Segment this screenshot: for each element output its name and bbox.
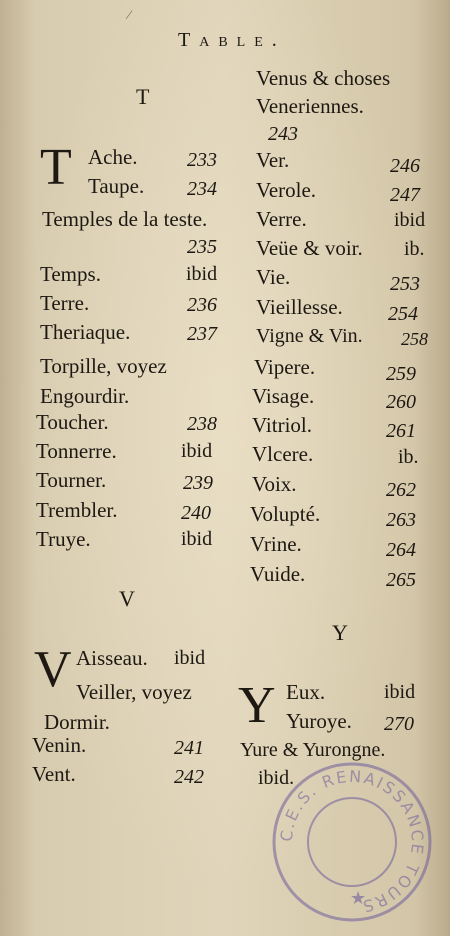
index-term: Tonnerre. xyxy=(36,439,117,463)
index-term: Vent. xyxy=(32,762,76,786)
index-page: 246 xyxy=(390,155,420,177)
index-term: Visage. xyxy=(252,384,315,408)
index-page: 253 xyxy=(390,273,420,295)
index-term: Vrine. xyxy=(250,532,302,556)
index-term: Truye. xyxy=(36,527,91,551)
index-term: Tourner. xyxy=(36,468,107,492)
index-term: Venus & choses Veneriennes. xyxy=(256,66,391,118)
index-term: Vipere. xyxy=(254,355,316,379)
index-term: Venin. xyxy=(32,733,87,757)
index-term: Vitriol. xyxy=(252,413,312,437)
index-term: Vuide. xyxy=(250,562,306,586)
index-page: ibid xyxy=(181,440,213,462)
index-term: Torpille, voyez Engourdir. xyxy=(40,354,167,408)
index-term: Theriaque. xyxy=(40,320,131,344)
index-page: ibid. xyxy=(258,767,295,789)
index-term: Verole. xyxy=(256,178,317,202)
index-term: Aisseau. xyxy=(76,646,148,670)
index-page: 234 xyxy=(187,178,217,200)
index-page: ibid xyxy=(394,209,426,231)
index-term: Vlcere. xyxy=(252,442,314,466)
index-term: Yure & Yurongne. xyxy=(240,739,386,761)
index-term: Vigne & Vin. xyxy=(256,325,363,347)
index-page: 240 xyxy=(181,502,211,524)
dropcap-v: V xyxy=(34,641,72,698)
index-page: ib. xyxy=(404,238,425,260)
index-page: 238 xyxy=(187,413,217,435)
ink-mark: ⁄ xyxy=(128,7,131,22)
index-term: Temples de la teste. xyxy=(42,207,208,231)
svg-text:★: ★ xyxy=(350,888,367,909)
index-page: 237 xyxy=(187,323,217,345)
index-term: Temps. xyxy=(40,262,101,286)
index-term: Vie. xyxy=(256,265,291,289)
running-title: Table. xyxy=(178,29,286,51)
index-page: 260 xyxy=(386,391,416,413)
index-page: 262 xyxy=(386,479,416,501)
index-page: 242 xyxy=(174,766,204,788)
index-page: 236 xyxy=(187,294,217,316)
index-page: 247 xyxy=(390,184,420,206)
index-page: 243 xyxy=(268,123,298,145)
index-term: Ver. xyxy=(256,148,290,172)
index-page: ibid xyxy=(181,528,213,550)
index-term: Vieillesse. xyxy=(256,295,343,319)
index-page: 264 xyxy=(386,539,416,561)
index-page: 254 xyxy=(388,303,418,325)
section-letter-t: T xyxy=(136,84,150,109)
index-page: 259 xyxy=(386,363,416,385)
index-term: Veiller, voyez Dormir. xyxy=(44,680,192,734)
index-page: ibid xyxy=(174,647,206,669)
index-term: Veüe & voir. xyxy=(256,236,363,260)
dropcap-y: Y xyxy=(238,677,276,734)
index-page: 265 xyxy=(386,569,416,591)
index-term: Terre. xyxy=(40,291,90,315)
index-term: Taupe. xyxy=(88,174,145,198)
index-term: Trembler. xyxy=(36,498,118,522)
library-stamp-icon xyxy=(262,752,442,932)
index-page: ibid xyxy=(384,681,416,703)
index-term: Voix. xyxy=(252,472,297,496)
index-page: 263 xyxy=(386,509,416,531)
index-page: 258 xyxy=(401,329,428,349)
index-page: 241 xyxy=(174,737,204,759)
index-page: 261 xyxy=(386,420,416,442)
section-letter-y: Y xyxy=(332,620,348,645)
svg-text:C.E.S. RENAISSANCE TOURS: C.E.S. RENAISSANCE TOURS xyxy=(276,766,428,917)
dropcap-t: T xyxy=(40,139,72,196)
index-term: Verre. xyxy=(256,207,307,231)
index-page: ibid xyxy=(186,263,218,285)
index-page: 239 xyxy=(183,472,213,494)
index-page: ib. xyxy=(398,446,419,468)
index-term: Ache. xyxy=(88,145,138,169)
index-page: 235 xyxy=(187,236,217,258)
index-term: Yuroye. xyxy=(286,709,352,733)
index-term: Eux. xyxy=(286,680,326,704)
index-term: Toucher. xyxy=(36,410,109,434)
index-term: Volupté. xyxy=(250,502,321,526)
index-page: 233 xyxy=(187,149,217,171)
index-page: 270 xyxy=(384,713,414,735)
section-letter-v: V xyxy=(119,586,135,611)
